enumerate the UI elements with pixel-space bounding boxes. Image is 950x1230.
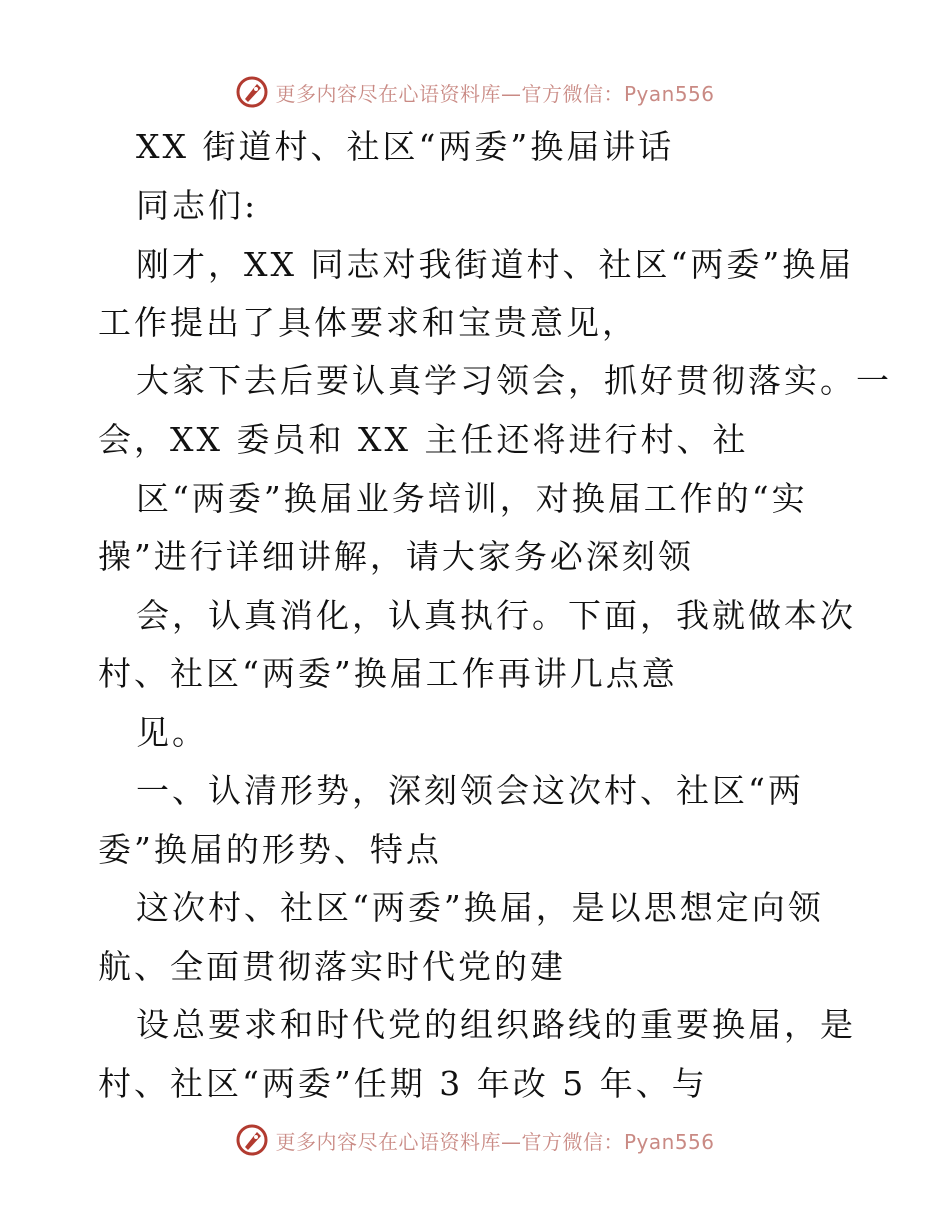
paragraph-line: 工作提出了具体要求和宝贵意见， <box>98 303 638 342</box>
section-heading: 委”换届的形势、特点 <box>98 830 442 869</box>
paragraph-line: 大家下去后要认真学习领会，抓好贯彻落实。一 <box>136 361 892 400</box>
paragraph-line: 航、全面贯彻落实时代党的建 <box>98 947 566 986</box>
document-title: XX 街道村、社区“两委”换届讲话 <box>136 127 675 166</box>
paragraph-line: 刚才，XX 同志对我街道村、社区“两委”换届 <box>136 245 855 284</box>
paragraph-line: 这次村、社区“两委”换届，是以思想定向领 <box>136 888 824 927</box>
salutation: 同志们: <box>136 186 259 225</box>
footer-banner <box>0 1120 950 1160</box>
section-heading: 一、认清形势，深刻领会这次村、社区“两 <box>136 771 804 810</box>
pen-nib-logo-icon <box>235 1123 269 1157</box>
paragraph-line: 区“两委”换届业务培训，对换届工作的“实 <box>136 479 808 518</box>
paragraph-line: 操”进行详细讲解，请大家务必深刻领 <box>98 537 694 576</box>
paragraph-line: 会，XX 委员和 XX 主任还将进行村、社 <box>98 420 749 459</box>
paragraph-line: 设总要求和时代党的组织路线的重要换届，是 <box>136 1005 856 1044</box>
paragraph-line: 会，认真消化，认真执行。下面，我就做本次 <box>136 596 856 635</box>
banner-text: 更多内容尽在心语资料库—官方微信：Pyan556 <box>275 81 715 106</box>
paragraph-line: 村、社区“两委”任期 3 年改 5 年、与 <box>98 1064 708 1103</box>
paragraph-line: 见。 <box>136 713 208 752</box>
paragraph-line: 村、社区“两委”换届工作再讲几点意 <box>98 654 678 693</box>
banner-text: 更多内容尽在心语资料库—官方微信：Pyan556 <box>275 1129 715 1154</box>
